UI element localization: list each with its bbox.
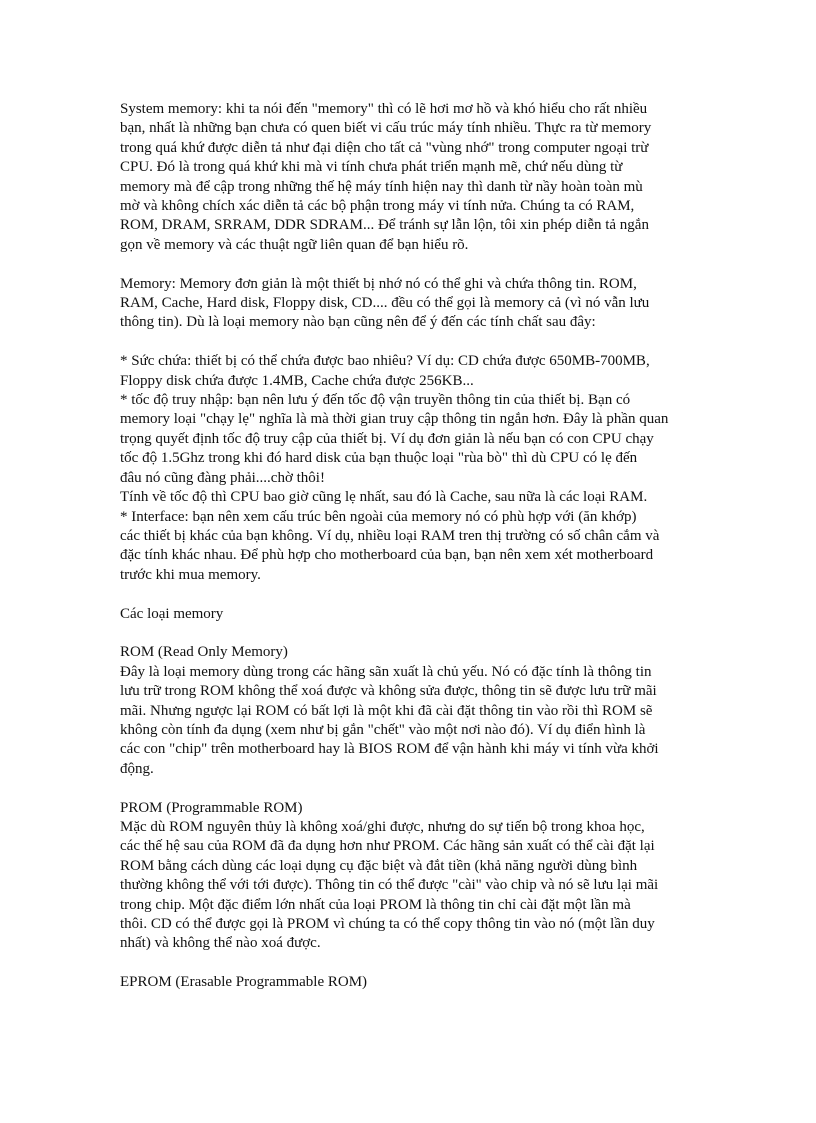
memory-properties-paragraph: * Sức chứa: thiết bị có thể chứa được bao nhiêu? Ví dụ: CD chứa được 650MB-700MB, Floppy disk chứa được 1.4MB, Cache chứa được 256KB... * tốc độ truy nhập: bạn nên lưu ý đến tốc độ vận truyền thông tin của thiết bị. Bạn có memory loại "chạy lẹ" nghĩa là mà thời gian truy cập thông tin ngắn hơn. Đây là phần quan trọng quyết định tốc độ truy cập của thiết bị. Ví dụ đơn giản là nếu bạn có con CPU chạy tốc độ 1.5Ghz trong khi đó hard disk của bạn thuộc loại "rùa bò" thì dù CPU có lẹ đến đâu nó cũng đàng phải....chờ thôi! Tính về tốc độ thì CPU bao giờ cũng lẹ nhất, sau đó là Cache, sau nữa là các loại RAM. * Interface: bạn nên xem cấu trúc bên ngoài của memory nó có phù hợp với (ăn khớp) các thiết bị khác của bạn không. Ví dụ, nhiều loại RAM tren thị trường có số chân cắm và đặc tính khác nhau. Để phù hợp cho motherboard của bạn, bạn nên xem xét motherboard trước khi mua memory.: [120, 353, 669, 583]
paragraph-gap: [120, 954, 705, 973]
eprom-heading: EPROM (Erasable Programmable ROM): [120, 974, 368, 991]
intro-paragraph: System memory: khi ta nói đến "memory" thì có lẽ hơi mơ hồ và khó hiểu cho rất nhiều bạn, nhất là những bạn chưa có quen biết vi cấu trúc máy tính nhiều. Thực ra từ memory trong quá khứ được diễn tả như đại diện cho tất cả "vùng nhớ" trong computer ngoại trừ CPU. Đó là trong quá khứ khi mà vi tính chưa phát triển mạnh mẽ, chứ nếu dùng từ memory mà để cập trong những thế hệ máy tính hiện nay thì danh từ nầy hoàn toàn mù mờ và không chích xác diễn tả các bộ phận trong máy vi tính nửa. Chúng ta có RAM, ROM, DRAM, SRRAM, DDR SDRAM... Để tránh sự lẫn lộn, tôi xin phép diễn tả ngắn gọn về memory và các thuật ngữ liên quan để bạn hiểu rõ.: [120, 101, 652, 253]
paragraph-gap: [120, 585, 705, 604]
prom-section: PROM (Programmable ROM) Mặc dù ROM nguyên thủy là không xoá/ghi được, nhưng do sự tiến bộ trong khoa học, các thế hệ sau của ROM đã đa dụng hơn như PROM. Các hãng sản xuất có thể cài đặt lại ROM bằng cách dùng các loại dụng cụ đặc biệt và đắt tiền (khả năng người dùng bình thường không thể với tới được). Thông tin có thể được "cài" vào chip và nó sẽ lưu lại mãi trong chip. Một đặc điểm lớn nhất của loại PROM là thông tin chỉ cài đặt một lần mà thôi. CD có thể được gọi là PROM vì chúng ta có thể copy thông tin vào nó (một lần duy nhất) và không thể nào xoá được.: [120, 799, 659, 952]
paragraph-gap: [120, 779, 705, 798]
memory-types-heading: Các loại memory: [120, 605, 224, 622]
paragraph-gap: [120, 624, 705, 643]
paragraph-gap: [120, 333, 705, 352]
rom-section: ROM (Read Only Memory) Đây là loại memory dùng trong các hãng sãn xuất là chủ yếu. Nó có đặc tính là thông tin lưu trữ trong ROM không thể xoá được và không sửa được, thông tin sẽ được lưu trữ mãi mãi. Nhưng ngược lại ROM có bất lợi là một khi đã cài đặt thông tin vào rồi thì ROM sẽ không còn tính đa dụng (xem như bị gắn "chết" vào một nơi nào đó). Ví dụ điển hình là các con "chip" trên motherboard hay là BIOS ROM để vận hành khi máy vi tính vừa khởi động.: [120, 644, 659, 777]
document-body: [120, 100, 705, 993]
memory-definition-paragraph: Memory: Memory đơn giản là một thiết bị nhớ nó có thể ghi và chứa thông tin. ROM, RAM, Cache, Hard disk, Floppy disk, CD.... đều có thể gọi là memory cả (vì nó vẫn lưu thông tin). Dù là loại memory nào bạn cũng nên để ý đến các tính chất sau đây:: [120, 275, 650, 331]
paragraph-gap: [120, 255, 705, 274]
